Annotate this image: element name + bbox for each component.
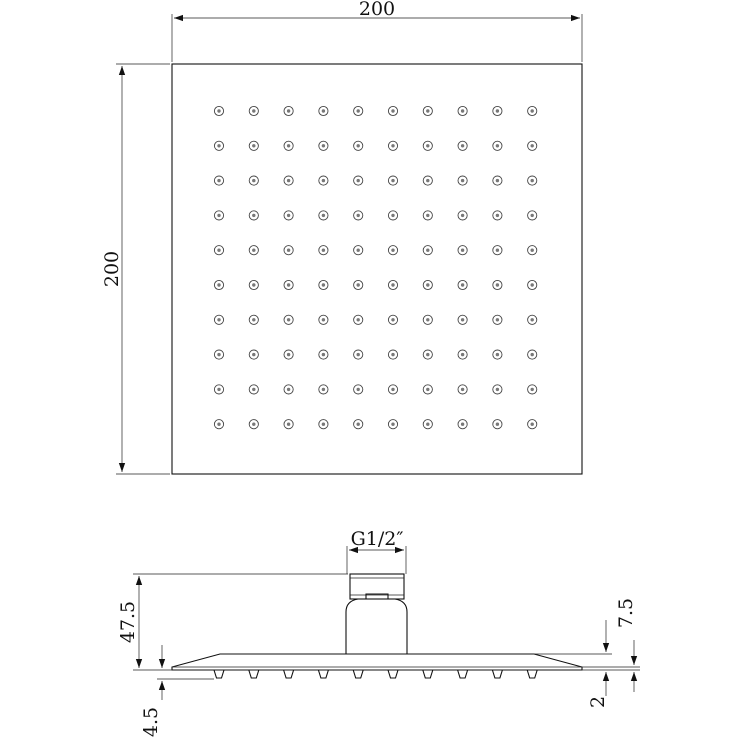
nozzle — [214, 246, 223, 255]
nozzle — [458, 350, 467, 359]
nozzle — [458, 211, 467, 220]
nozzle — [458, 141, 467, 150]
nozzle — [423, 211, 432, 220]
side-nozzle — [527, 670, 537, 678]
nozzle — [528, 106, 537, 115]
nozzle — [493, 176, 502, 185]
nozzle — [354, 211, 363, 220]
nozzle — [528, 176, 537, 185]
side-nozzle-row — [214, 670, 537, 678]
nozzle — [354, 420, 363, 429]
nozzle — [284, 211, 293, 220]
nozzle — [423, 141, 432, 150]
nozzle — [354, 280, 363, 289]
nozzle — [423, 315, 432, 324]
nozzle — [493, 211, 502, 220]
nozzle — [458, 176, 467, 185]
nozzle — [284, 350, 293, 359]
nozzle — [319, 141, 328, 150]
nozzle — [423, 106, 432, 115]
nozzle — [249, 246, 258, 255]
nozzle — [214, 385, 223, 394]
nozzle — [214, 176, 223, 185]
nozzle — [319, 420, 328, 429]
side-nozzle — [423, 670, 433, 678]
nozzle — [214, 106, 223, 115]
side-nozzle — [353, 670, 363, 678]
nozzle — [493, 280, 502, 289]
ball-joint-stem — [346, 599, 407, 654]
nozzle — [354, 350, 363, 359]
nozzle — [528, 141, 537, 150]
nozzle — [528, 280, 537, 289]
nozzle — [458, 385, 467, 394]
nozzle — [388, 385, 397, 394]
nozzle — [214, 211, 223, 220]
nozzle — [423, 350, 432, 359]
nozzle — [528, 315, 537, 324]
nozzle — [528, 211, 537, 220]
nozzle — [284, 176, 293, 185]
nozzle — [458, 246, 467, 255]
nozzle — [354, 246, 363, 255]
plate-profile — [172, 654, 582, 670]
nozzle — [458, 420, 467, 429]
side-nozzle — [458, 670, 468, 678]
side-nozzle — [318, 670, 328, 678]
nozzle — [354, 176, 363, 185]
nozzle — [319, 350, 328, 359]
nozzle — [493, 315, 502, 324]
nozzle — [284, 420, 293, 429]
nozzle — [493, 141, 502, 150]
nozzle — [284, 141, 293, 150]
width-label: 200 — [358, 0, 396, 20]
nozzle — [319, 176, 328, 185]
nozzle — [319, 246, 328, 255]
side-view — [117, 528, 640, 737]
nozzle — [284, 315, 293, 324]
nozzle — [528, 385, 537, 394]
nozzle — [423, 420, 432, 429]
thread-label: G1/2″ — [350, 528, 404, 550]
nozzle — [493, 246, 502, 255]
shower-head-plate-outline — [172, 64, 582, 474]
nozzle — [388, 420, 397, 429]
side-nozzle — [249, 670, 259, 678]
total-height-label: 47.5 — [117, 600, 139, 644]
side-nozzle — [492, 670, 502, 678]
nozzle — [528, 246, 537, 255]
nozzle — [284, 385, 293, 394]
nozzle — [319, 211, 328, 220]
nozzle — [388, 315, 397, 324]
nozzle — [388, 350, 397, 359]
nozzle — [249, 106, 258, 115]
nozzle — [214, 420, 223, 429]
nozzle — [423, 246, 432, 255]
nozzle — [319, 106, 328, 115]
nozzle — [249, 315, 258, 324]
nozzle — [249, 385, 258, 394]
nozzle — [249, 176, 258, 185]
side-nozzle — [388, 670, 398, 678]
nozzle — [493, 350, 502, 359]
nozzle — [354, 106, 363, 115]
plate-thickness-label: 7.5 — [615, 597, 637, 629]
nozzle — [388, 280, 397, 289]
nozzle — [458, 315, 467, 324]
nozzle — [423, 176, 432, 185]
nozzle-height-label: 4.5 — [140, 706, 162, 738]
nozzle — [388, 246, 397, 255]
nozzle — [249, 211, 258, 220]
nozzle — [319, 315, 328, 324]
nozzle — [354, 141, 363, 150]
nozzle — [388, 176, 397, 185]
side-nozzle — [214, 670, 224, 678]
side-nozzle — [284, 670, 294, 678]
nozzle — [354, 315, 363, 324]
nozzle — [493, 385, 502, 394]
nozzle — [493, 420, 502, 429]
nozzle — [388, 211, 397, 220]
nozzle — [284, 106, 293, 115]
nozzle — [249, 350, 258, 359]
height-label: 200 — [101, 250, 123, 288]
nozzle — [214, 141, 223, 150]
nozzle — [354, 385, 363, 394]
nozzle — [284, 246, 293, 255]
nozzle — [214, 315, 223, 324]
nozzle — [528, 420, 537, 429]
nozzle — [249, 141, 258, 150]
nozzle — [388, 106, 397, 115]
nozzle — [423, 385, 432, 394]
nozzle — [388, 141, 397, 150]
nozzle — [458, 106, 467, 115]
nozzle — [528, 350, 537, 359]
edge-thickness-label: 2 — [587, 695, 609, 709]
nozzle-grid — [214, 106, 536, 428]
nozzle — [458, 280, 467, 289]
nozzle — [249, 420, 258, 429]
nozzle — [493, 106, 502, 115]
nozzle — [319, 385, 328, 394]
nozzle — [319, 280, 328, 289]
nozzle — [214, 350, 223, 359]
top-view — [101, 0, 582, 474]
nozzle — [249, 280, 258, 289]
nozzle — [423, 280, 432, 289]
nozzle — [284, 280, 293, 289]
nozzle — [214, 280, 223, 289]
